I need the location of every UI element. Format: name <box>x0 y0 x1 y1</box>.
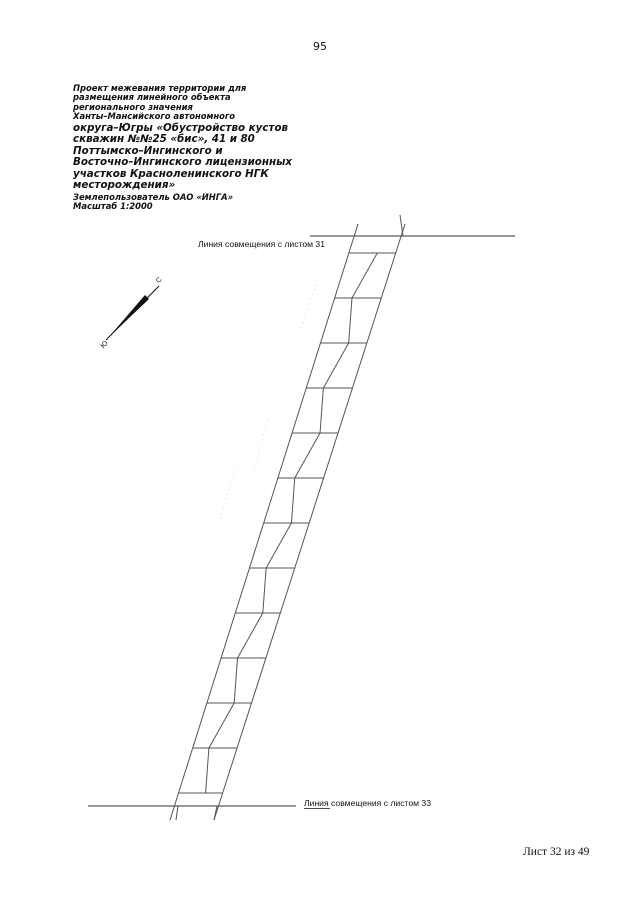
match-line-bottom-label: Линия совмещения с листом 33 <box>304 798 431 808</box>
title-line: Восточно–Ингинского лицензионных <box>73 156 293 169</box>
corridor-brace <box>291 478 294 523</box>
corridor-left-edge <box>170 224 358 820</box>
corridor-stub <box>176 806 178 820</box>
title-line: Проект межевания территории для <box>73 83 247 93</box>
title-line: месторождения» <box>73 179 176 192</box>
corridor-stub <box>400 215 403 236</box>
north-arrow-icon <box>100 276 164 350</box>
corridor-brace <box>266 523 291 568</box>
title-line: округа–Югры «Обустройство кустов <box>73 121 289 134</box>
title-line: участков Красноленинского НГК <box>73 167 269 180</box>
background-traces <box>220 280 318 520</box>
corridor-right-edge <box>214 224 405 820</box>
title-line: Масштаб 1:2000 <box>73 201 153 212</box>
title-line: регионального значения <box>73 101 193 112</box>
corridor-brace <box>263 568 266 613</box>
corridor-brace <box>320 388 323 433</box>
corridor-strip <box>170 215 405 820</box>
corridor-brace <box>238 613 263 658</box>
title-line: Землепользователь ОАО «ИНГА» <box>73 191 234 202</box>
title-line: размещения линейного объекта <box>73 92 231 103</box>
north-label: С <box>155 276 164 285</box>
corridor-brace <box>352 253 377 298</box>
sheet-label: Лист 32 из 49 <box>523 846 590 858</box>
corridor-brace <box>323 343 348 388</box>
corridor-brace <box>209 703 234 748</box>
south-label: Ю <box>99 339 110 350</box>
corridor-brace <box>206 748 209 793</box>
title-line: Ханты–Мансийского автономного <box>73 111 236 122</box>
corridor-brace <box>349 298 352 343</box>
match-line-top-label: Линия совмещения с листом 31 <box>198 239 325 249</box>
title-line: Поттымско–Ингинского и <box>73 144 223 157</box>
corridor-brace <box>234 658 237 703</box>
title-line: скважин №№25 «бис», 41 и 80 <box>73 133 255 146</box>
page-number: 95 <box>313 40 327 53</box>
corridor-brace <box>295 433 320 478</box>
